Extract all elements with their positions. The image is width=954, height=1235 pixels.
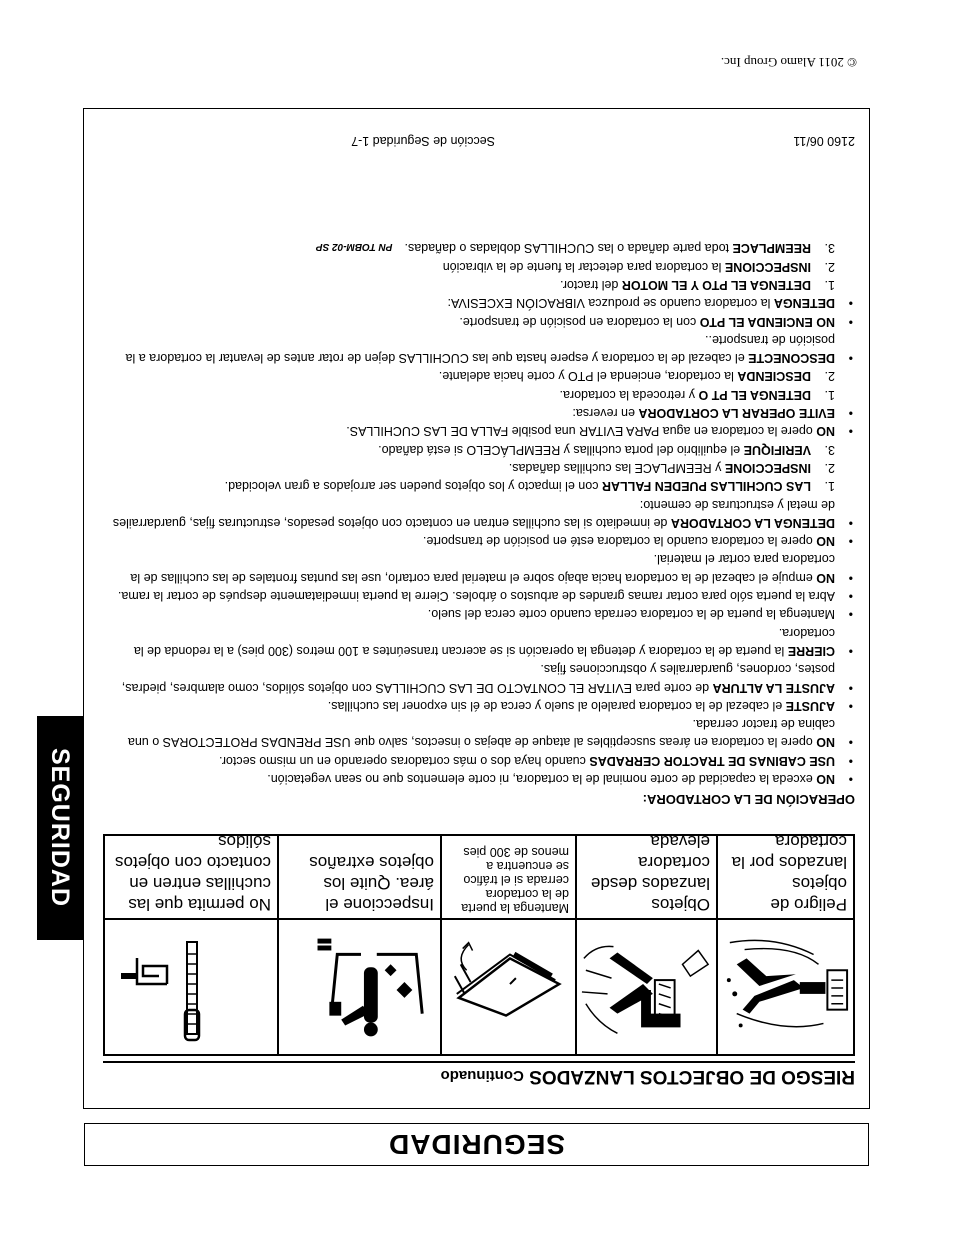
numbered-step	[103, 440, 855, 458]
rule-emphasis: REEMPLACE	[732, 241, 811, 256]
numbered-step	[103, 385, 855, 403]
heading-rule	[103, 1061, 855, 1063]
section-heading-text: RIESGO DE OBJECTOS LANZADOS	[529, 1066, 855, 1087]
bullet-rule	[103, 770, 855, 788]
page-title-box	[84, 1123, 869, 1166]
bullet-rule	[103, 605, 855, 623]
rule-text: la cortadora cuando se produzca VIBRACIÓN EXCESIVA:	[447, 296, 774, 311]
rule-text: empuje el cabezal de la cortadora hacia abajo sobre el material para cortarlo, use las puntas frontales de las cuchillas de la cortadora para cortar el material.	[130, 552, 835, 585]
rule-emphasis: NO	[816, 570, 835, 585]
rule-text: el equilibrio del porta cuchillas y REEMPLÁCELO si está dañado.	[378, 442, 744, 457]
step-number: 1.	[824, 387, 835, 402]
rule-emphasis: AJUSTE	[785, 698, 835, 713]
copyright-notice: © 2011 Alamo Group Inc.	[720, 55, 857, 70]
bullet-rule	[103, 331, 855, 368]
rule-text: de inmediato si las cuchillas entran en contacto con objetos pesados, estructuras fijas, guardarrailes de metal y estructuras de cemento:	[112, 497, 835, 530]
step-number: 3.	[824, 442, 835, 457]
bullet-rule	[103, 550, 855, 587]
part-number: PN TOBM-02 SP	[316, 241, 393, 253]
rule-emphasis: DETENGA EL PT O	[698, 387, 811, 402]
deflector-chain-icon	[577, 918, 716, 1054]
rule-text: el cabezal de la cortadora paralelo al suelo y cerca de él sin exponer las cuchillas.	[327, 698, 786, 713]
rule-text: Mantenga la puerta de la cortadora cerrada cuando corte cerca del suelo.	[427, 607, 835, 622]
pictogram-cell	[575, 832, 716, 1054]
rule-emphasis: NO ENCIENDA EL PTO	[699, 314, 835, 329]
rule-text: cuando haya dos o más cortadoras operando en un mismo sector.	[219, 753, 590, 768]
rule-emphasis: NO	[816, 735, 835, 750]
mower-deck-door-icon	[442, 918, 575, 1054]
rule-emphasis: DETENGA EL PTO Y EL MOTOR	[621, 277, 811, 292]
bullet-rule	[103, 751, 855, 769]
rule-text: y REEMPLACE las cuchillas dañadas.	[508, 460, 725, 475]
rule-text: con la cortadora en posición de transporte.	[459, 314, 700, 329]
pictogram-table	[103, 834, 855, 1056]
flying-objects-icon	[718, 918, 853, 1054]
rule-emphasis: DESCONECTE	[748, 351, 835, 366]
safety-rules-list	[103, 237, 855, 788]
step-number: 1.	[824, 277, 835, 292]
bullet-rule	[103, 404, 855, 422]
inspect-area-icon	[279, 918, 440, 1054]
step-number: 3.	[824, 241, 835, 256]
bullet-rule	[103, 715, 855, 752]
side-tab-label: SEGURIDAD	[46, 748, 75, 908]
blade-contact-icon	[105, 918, 277, 1054]
step-number: 1.	[824, 479, 835, 494]
pictogram-cell	[105, 832, 277, 1054]
pictogram-cell	[440, 836, 575, 1054]
step-number: 2.	[824, 369, 835, 384]
numbered-step	[103, 237, 855, 257]
rule-emphasis: NO	[816, 424, 835, 439]
rule-emphasis: NO	[816, 772, 835, 786]
rule-text: el cabezal de la cortadora y espere hasta que las CUCHILLAS dejen de rotar antes de levantar la cortadora a la posición de transporte..	[125, 332, 835, 366]
pictogram-caption: Objetos lanzados desde cortadora elevada	[590, 832, 710, 914]
pictogram-cell	[277, 836, 440, 1054]
footer-section-page: Sección de Seguridad 1-7	[351, 134, 495, 148]
rule-text: opere la cortadora en agua PARA EVITAR una posible FALLA DE LAS CUCHILLAS.	[346, 424, 817, 439]
side-tab	[37, 716, 83, 940]
bullet-rule	[103, 422, 855, 440]
rule-emphasis: NO	[816, 534, 835, 549]
rule-text: opere la cortadora en áreas susceptibles al ataque de abejas o insectos, salvo que USE PRENDAS PROTECTORAS o una cabina de tractor cerrada.	[127, 717, 835, 750]
step-number: 2.	[824, 259, 835, 274]
bullet-rule	[103, 532, 855, 550]
rule-emphasis: DETENGA LA CORTADORA	[670, 515, 835, 530]
operation-heading: OPERACIÓN DE LA CORTADORA:	[642, 792, 855, 807]
rule-text: Abra la puerta sólo para cortar ramas grandes de arbustos o árboles. Cierre la puerta inmediatamente después de cortar la rama.	[117, 589, 835, 604]
rule-emphasis: CIERRE	[787, 643, 835, 658]
rule-emphasis: EVITE OPERAR LA CORTADORA	[638, 406, 835, 421]
page-title: SEGURIDAD	[388, 1129, 566, 1161]
pictogram-cell	[716, 832, 853, 1054]
bullet-rule	[103, 495, 855, 532]
rule-emphasis: USE CABINAS DE TRACTOR CERRADAS	[589, 753, 835, 768]
content-box	[83, 108, 870, 1109]
rule-text: con el impacto y los objetos pueden ser arrojados a gran velocidad.	[224, 479, 602, 494]
rule-text: exceda la capacidad de corte nominal de la cortadora, ni corte elementos que no sean vegetación.	[267, 772, 817, 786]
pictogram-caption: Peligro de objetos lanzados por la cortadora	[731, 832, 847, 914]
rule-emphasis: DESCIENDA	[737, 369, 811, 384]
numbered-step	[103, 276, 855, 294]
pictogram-caption: Inspeccione el área. Quite los objetos extraños	[309, 853, 434, 914]
bullet-rule	[103, 587, 855, 605]
bullet-rule	[103, 623, 855, 660]
bullet-rule	[103, 660, 855, 697]
rule-emphasis: LAS CUCHILLAS PUEDEN FALLAR	[601, 479, 811, 494]
bullet-rule	[103, 697, 855, 715]
rule-text: la cortadora para detectar la fuente de la vibración	[442, 259, 725, 274]
numbered-step	[103, 459, 855, 477]
section-heading	[441, 1065, 855, 1087]
numbered-step	[103, 367, 855, 385]
bullet-rule	[103, 312, 855, 330]
rule-text: la puerta de la cortadora y detenga la operación si se acercan transeúntes a 100 metros (300 pies) a la redonda de la cortadora.	[133, 625, 835, 658]
footer-model-date: 2160 06/11	[793, 134, 855, 148]
rule-emphasis: VERIFIQUE	[743, 442, 811, 457]
rule-text: y retroceda la cortadora.	[559, 387, 699, 402]
rule-text: en reversa:	[572, 406, 639, 421]
pictogram-caption: Mantenga la puerta de la cortadora cerrada si el tráfico se encuentra a menos de 300 pies	[461, 845, 569, 915]
rule-text: de corte para EVITAR EL CONTACTO DE LAS CUCHILLAS con objetos sólidos, como alambres, piedras, postes, cordones, guardarrailes y obstrucciones fijas.	[121, 662, 835, 695]
rule-emphasis: INSPECCIONE	[724, 259, 811, 274]
rule-emphasis: AJUSTE LA ALTURA	[712, 680, 835, 695]
numbered-step	[103, 257, 855, 275]
rule-text: opere la cortadora cuando la cortadora esté en posición de transporte.	[422, 534, 817, 549]
step-number: 2.	[824, 460, 835, 475]
bullet-rule	[103, 294, 855, 312]
numbered-step	[103, 477, 855, 495]
pictogram-caption: No permita que las cuchillas entren en contacto con objetos sólidos	[115, 832, 271, 914]
rule-emphasis: INSPECCIONE	[724, 460, 811, 475]
rule-emphasis: DETENGA	[773, 296, 835, 311]
rule-text: del tractor.	[559, 277, 622, 292]
section-continued: Continuado	[440, 1067, 524, 1084]
rule-text: la cortadora, encienda el PTO y corte hacia adelante.	[438, 369, 738, 384]
rule-text: toda parte dañada o las CUCHILLAS dobladas o dañadas.	[404, 241, 733, 256]
